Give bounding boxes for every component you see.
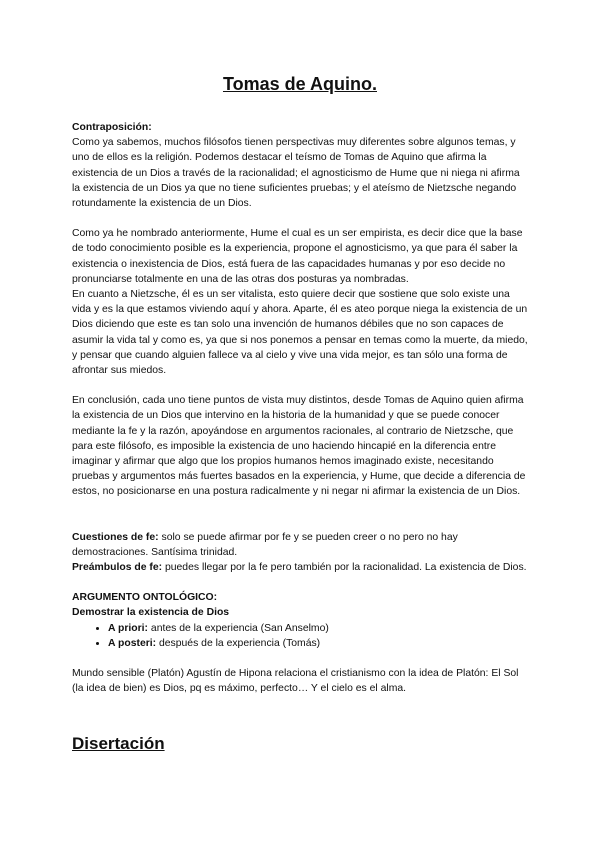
paragraph-hume: Como ya he nombrado anteriormente, Hume el cual es un ser empirista, es decir dice que la base de todo conocimiento posible es la experiencia, propone el agnosticismo, ya que para él saber la existencia o inexistencia de Dios, está fuera de las capacidades humanas y por eso decide no pronunciarse totalmente en una de las otras dos posturas ya nombradas. xyxy=(72,228,523,285)
contraposicion-heading: Contraposición: xyxy=(72,122,152,133)
a-priori-text: antes de la experiencia (San Anselmo) xyxy=(148,622,329,634)
document-title: Tomas de Aquino. xyxy=(222,74,377,94)
cuestiones-label: Cuestiones de fe: xyxy=(72,531,159,543)
list-item-a-priori xyxy=(108,621,528,636)
paragraph-intro: Como ya sabemos, muchos filósofos tienen perspectivas muy diferentes sobre algunos temas, y uno de ellos es la religión. Podemos destacar el teísmo de Tomas de Aquino que afirma la existencia de un Dios a través de la racionalidad; el agnosticismo de Hume que ni niega ni afirma la existencia de un Dios ya que no tiene suficientes pruebas; y el ateísmo de Nietzsche negando rotundamente la existencia de un Dios. xyxy=(72,137,520,210)
argumento-list xyxy=(72,621,528,651)
list-item-a-posteri xyxy=(108,636,528,651)
paragraph-conclusion: En conclusión, cada uno tiene puntos de vista muy distintos, desde Tomas de Aquino quien afirma la existencia de un Dios que intervino en la historia de la humanidad y que se puede conocer mediante la fe y la razón, apoyándose en argumentos racionales, al contrario de Nietzsche, que para este filósofo, es imposible la existencia de uno haciendo hincapié en la diferencia entre imaginar y afirmar que algo que los propios humanos hemos imaginado existe, necesitando pruebas y argumentos más fuertes basados en la experiencia, y Hume, que decide a diferencia de estos, no posicionarse en una postura radicalmente y ni negar ni afirmar la existencia de un Dios. xyxy=(72,395,526,498)
preambulos-de-fe xyxy=(72,560,528,575)
preambulos-label: Preámbulos de fe: xyxy=(72,562,163,574)
cuestiones-de-fe xyxy=(72,530,528,560)
paragraph-nietzsche: En cuanto a Nietzsche, él es un ser vitalista, esto quiere decir que sostiene que solo existe una vida y es la que estamos viviendo aquí y ahora. Aparte, él es ateo porque niega la existencia de un Dios diciendo que este es tan solo una invención de humanos débiles que no son capaces de asumir la vida tal y como es, ya que si nos ponemos a pensar en temas como la muerte, da miedo, y pensar que cuando alguien fallece va al cielo y vive una vida mejor, es tan sólo una forma de afrontar sus miedos. xyxy=(72,289,528,377)
argumento-heading: ARGUMENTO ONTOLÓGICO: xyxy=(72,592,218,604)
preambulos-text: puedes llegar por la fe pero también por la racionalidad. La existencia de Dios. xyxy=(162,562,527,574)
argumento-subheading: Demostrar la existencia de Dios xyxy=(72,607,230,619)
a-posteri-label: A posteri: xyxy=(108,637,157,649)
paragraph-mundo-sensible: Mundo sensible (Platón) Agustín de Hipona relaciona el cristianismo con la idea de Platón: El Sol (la idea de bien) es Dios, pq es máximo, perfecto… Y el cielo es el alma. xyxy=(72,668,519,695)
a-priori-label: A priori: xyxy=(108,622,149,634)
disertacion-heading: Disertación xyxy=(72,734,165,753)
cuestiones-text: solo se puede afirmar por fe y se pueden creer o no pero no hay demostraciones. Santísima trinidad. xyxy=(72,531,458,558)
document-body xyxy=(72,120,528,697)
a-posteri-text: después de la experiencia (Tomás) xyxy=(156,637,321,649)
